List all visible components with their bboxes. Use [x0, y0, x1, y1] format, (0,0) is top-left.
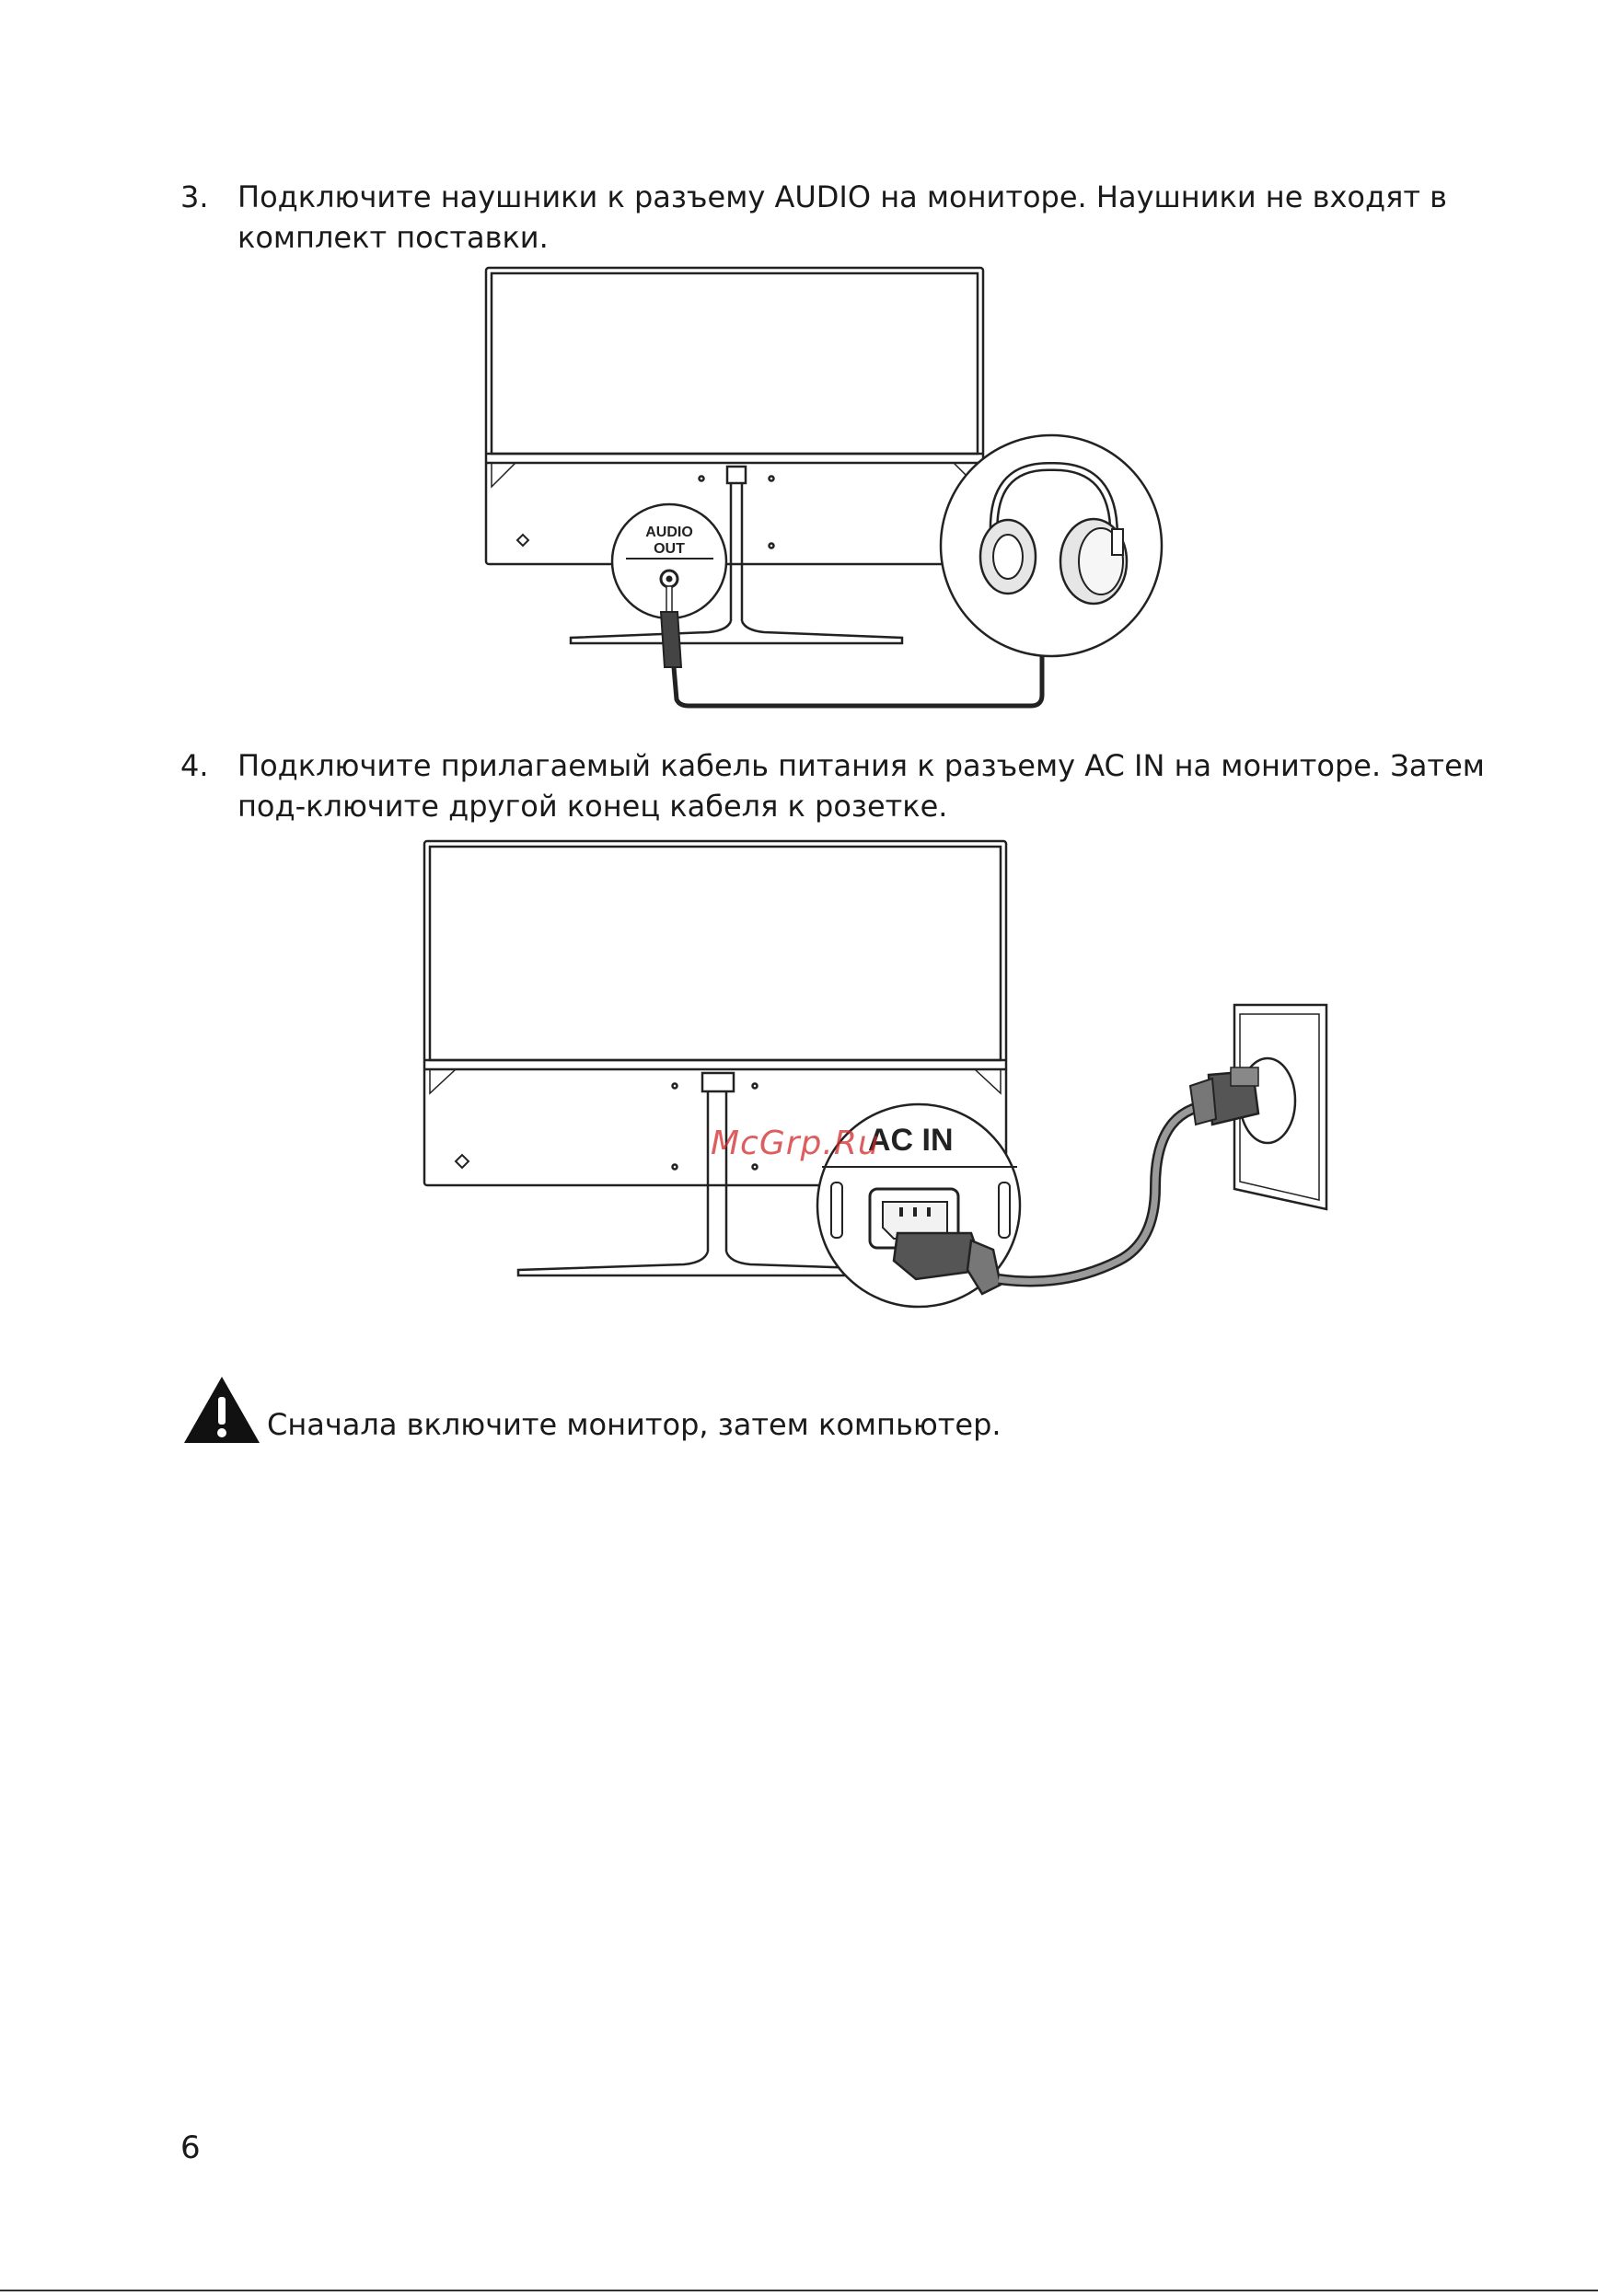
step-number: 4. [180, 748, 209, 783]
audio-connection-illustration [479, 262, 1178, 722]
step-text: Подключите прилагаемый кабель питания к разъему AC IN на мониторе. Затем под-ключите другой конец кабеля к розетке. [237, 748, 1485, 824]
step-text: Подключите наушники к разъему AUDIO на мониторе. Наушники не входят в комплект поставки. [237, 179, 1447, 255]
warning-note [182, 1371, 1002, 1445]
warning-text: Сначала включите монитор, затем компьютер. [267, 1407, 1002, 1442]
step-number: 3. [180, 179, 209, 214]
step-4 [180, 745, 1488, 826]
audio-port-label: AUDIO [645, 525, 693, 540]
watermark: McGrp.Ru [711, 1125, 880, 1162]
step-3 [180, 177, 1488, 258]
ac-in-port-label: AC IN [868, 1123, 954, 1158]
page-number: 6 [180, 2129, 201, 2166]
power-connection-illustration [419, 837, 1339, 1325]
page-bottom-border [0, 2290, 1598, 2291]
audio-port-label-2: OUT [654, 541, 685, 557]
wall-outlet-icon [1190, 1005, 1326, 1209]
monitor-icon [486, 268, 983, 643]
warning-triangle-icon [182, 1375, 261, 1445]
headphones-icon [941, 435, 1162, 656]
